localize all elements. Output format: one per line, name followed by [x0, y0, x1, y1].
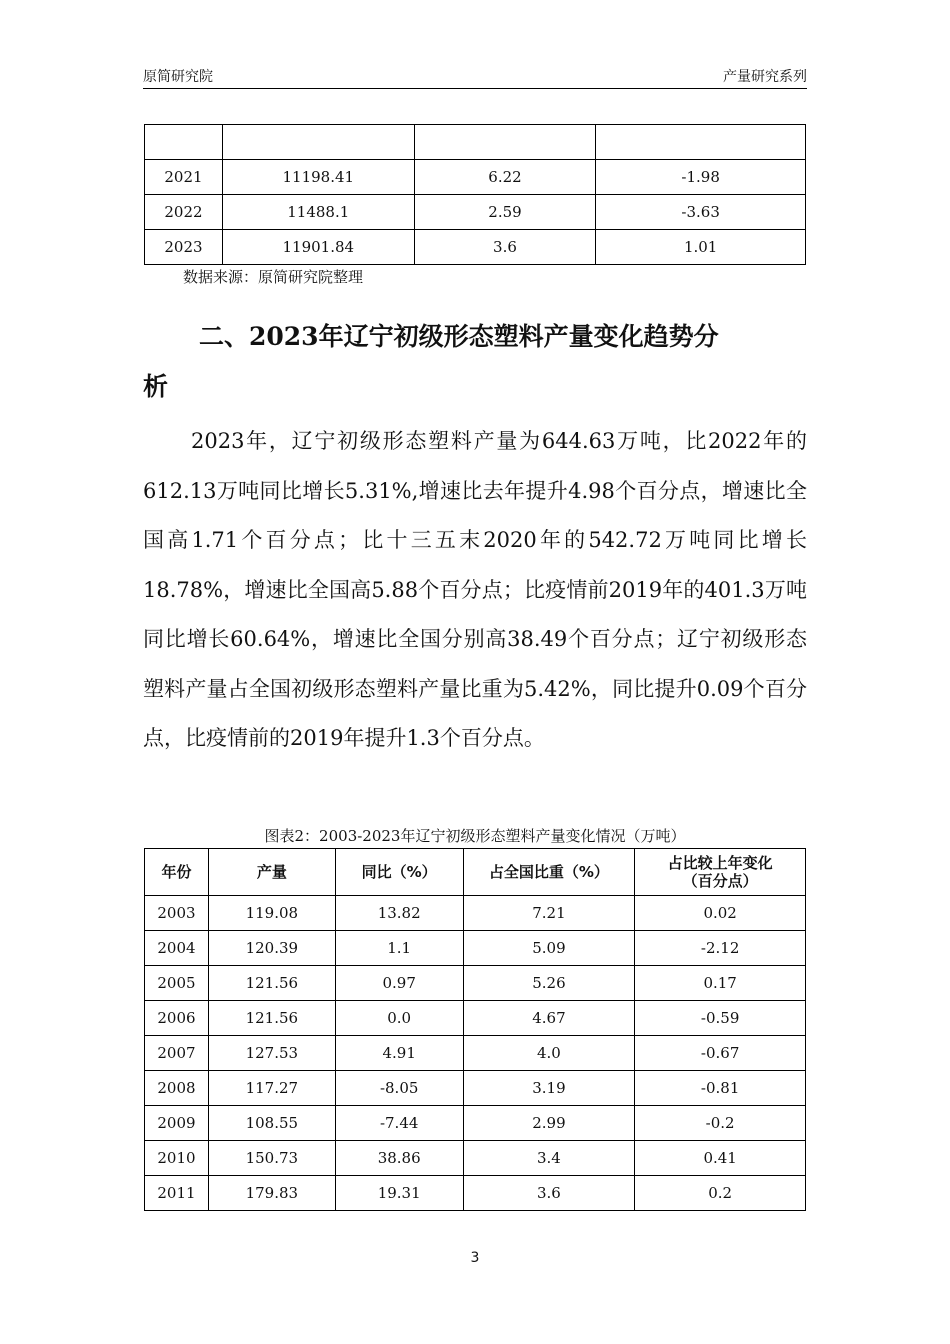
table-cell: 0.0: [335, 1001, 463, 1036]
table-cell: 7.21: [463, 896, 635, 931]
table-cell: 4.0: [463, 1036, 635, 1071]
table-cell: 2007: [145, 1036, 209, 1071]
table-cell: 0.97: [335, 966, 463, 1001]
table-cell: 2011: [145, 1176, 209, 1211]
table-cell: 11901.84: [222, 230, 414, 265]
table-row: [145, 1036, 806, 1071]
table-cell: 3.19: [463, 1071, 635, 1106]
table-cell: 11488.1: [222, 195, 414, 230]
table-cell: [145, 125, 223, 160]
table-cell: -7.44: [335, 1106, 463, 1141]
section-heading: [143, 312, 807, 412]
table-cell: 6.22: [414, 160, 596, 195]
table-caption: 图表2：2003-2023年辽宁初级形态塑料产量变化情况（万吨）: [264, 827, 686, 845]
table-cell: [222, 125, 414, 160]
table-cell: 2021: [145, 160, 223, 195]
table-row: [145, 125, 806, 160]
table-row: [145, 195, 806, 230]
table-cell: 4.91: [335, 1036, 463, 1071]
table-cell: [414, 125, 596, 160]
table-cell: 2022: [145, 195, 223, 230]
table-cell: 119.08: [208, 896, 335, 931]
table-cell: -3.63: [596, 195, 806, 230]
table-cell: 2005: [145, 966, 209, 1001]
table-cell: 4.67: [463, 1001, 635, 1036]
table-cell: 108.55: [208, 1106, 335, 1141]
table-cell: 3.6: [463, 1176, 635, 1211]
table-row: [145, 160, 806, 195]
table-cell: 121.56: [208, 966, 335, 1001]
table-row: [145, 931, 806, 966]
header-org: 原简研究院: [143, 69, 213, 85]
body-paragraph: 2023年，辽宁初级形态塑料产量为644.63万吨，比2022年的612.13万吨同比增长5.31%,增速比去年提升4.98个百分点，增速比全国高1.71个百分点；比十三五末2020年的542.72万吨同比增长18.78%，增速比全国高5.88个百分点；比疫情前2019年的401.3万吨同比增长60.64%，增速比全国分别高38.49个百分点；辽宁初级形态塑料产量占全国初级形态塑料产量比重为5.42%，同比提升0.09个百分点，比疫情前的2019年提升1.3个百分点。: [143, 429, 807, 750]
table-cell: 19.31: [335, 1176, 463, 1211]
section-heading-line1: 二、2023年辽宁初级形态塑料产量变化趋势分: [199, 322, 719, 351]
page-number: 3: [470, 1250, 480, 1266]
table-cell: 0.02: [635, 896, 806, 931]
table-cell: -8.05: [335, 1071, 463, 1106]
header-yoy: 同比（%）: [335, 849, 463, 896]
table-cell: 2004: [145, 931, 209, 966]
table-cell: 2.59: [414, 195, 596, 230]
table-cell: 38.86: [335, 1141, 463, 1176]
table-row: [145, 1176, 806, 1211]
header-share-change: [635, 849, 806, 896]
table-cell: 2023: [145, 230, 223, 265]
header-share: 占全国比重（%）: [463, 849, 635, 896]
table-cell: 121.56: [208, 1001, 335, 1036]
table-cell: 2006: [145, 1001, 209, 1036]
header-output: 产量: [208, 849, 335, 896]
section-heading-line2: 析: [143, 372, 169, 401]
table-cell: 0.17: [635, 966, 806, 1001]
table-cell: 11198.41: [222, 160, 414, 195]
table-cell: -0.59: [635, 1001, 806, 1036]
table-cell: 120.39: [208, 931, 335, 966]
table-cell: 13.82: [335, 896, 463, 931]
table-row: [145, 966, 806, 1001]
table-cell: -1.98: [596, 160, 806, 195]
table-cell: -0.67: [635, 1036, 806, 1071]
table-cell: 1.01: [596, 230, 806, 265]
table-cell: 150.73: [208, 1141, 335, 1176]
table-cell: 5.09: [463, 931, 635, 966]
table-cell: 3.6: [414, 230, 596, 265]
table-cell: -0.2: [635, 1106, 806, 1141]
table-cell: -0.81: [635, 1071, 806, 1106]
table-cell: 2009: [145, 1106, 209, 1141]
table-cell: 2003: [145, 896, 209, 931]
table-continued: [144, 124, 806, 265]
table-row: [145, 1106, 806, 1141]
table-cell: 0.2: [635, 1176, 806, 1211]
header-share-change-line1: 占比较上年变化: [667, 854, 773, 872]
table-cell: 0.41: [635, 1141, 806, 1176]
table-row: [145, 1001, 806, 1036]
table-header-row: [145, 849, 806, 896]
table-row: [145, 896, 806, 931]
table-cell: -2.12: [635, 931, 806, 966]
table-cell: 179.83: [208, 1176, 335, 1211]
table-cell: 1.1: [335, 931, 463, 966]
table-cell: 2010: [145, 1141, 209, 1176]
header-share-change-line2: （百分点）: [682, 872, 758, 890]
table-cell: 5.26: [463, 966, 635, 1001]
header-series: 产量研究系列: [723, 69, 807, 85]
table-cell: [596, 125, 806, 160]
table-row: [145, 1071, 806, 1106]
table-row: [145, 1141, 806, 1176]
table-row: [145, 230, 806, 265]
header-year: 年份: [145, 849, 209, 896]
header-divider: [143, 88, 807, 89]
table-cell: 2008: [145, 1071, 209, 1106]
data-table: [144, 848, 806, 1211]
table-cell: 2.99: [463, 1106, 635, 1141]
data-source-note: 数据来源：原简研究院整理: [183, 268, 364, 286]
table-cell: 3.4: [463, 1141, 635, 1176]
table-cell: 127.53: [208, 1036, 335, 1071]
table-cell: 117.27: [208, 1071, 335, 1106]
